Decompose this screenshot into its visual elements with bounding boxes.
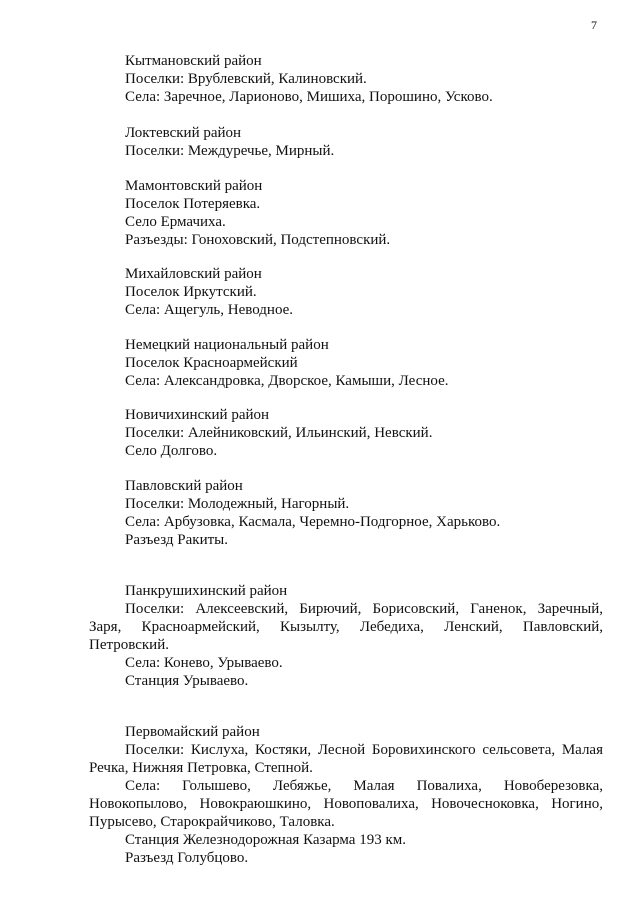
district-paragraph-line: Поселки: Алексеевский, Бирючий, Борисовский, Ганенок, Заречный, [125, 601, 603, 617]
district-title-pankrushikhinsky: Панкрушихинский район [125, 583, 288, 599]
district-line: Разъезд Голубцово. [125, 850, 249, 866]
district-line: Села: Заречное, Ларионово, Мишиха, Порошино, Усково. [125, 89, 493, 105]
district-title-mikhaylovsky: Михайловский район [125, 266, 262, 282]
district-line: Поселки: Междуречье, Мирный. [125, 143, 335, 159]
district-line: Разъезды: Гоноховский, Подстепновский. [125, 232, 391, 248]
district-paragraph-line: Петровский. [89, 637, 169, 653]
district-paragraph-line: Заря, Красноармейский, Кызылту, Лебедиха, Ленский, Павловский, [89, 619, 603, 635]
district-line: Село Ермачиха. [125, 214, 226, 230]
district-title-pavlovsky: Павловский район [125, 478, 243, 494]
district-title-mamontovsky: Мамонтовский район [125, 178, 263, 194]
district-line: Поселки: Алейниковский, Ильинский, Невский. [125, 425, 433, 441]
district-line: Поселок Потеряевка. [125, 196, 261, 212]
district-paragraph-line: Села: Голышево, Лебяжье, Малая Повалиха, Новоберезовка, [125, 778, 603, 794]
district-title-pervomaysky: Первомайский район [125, 724, 260, 740]
district-title-kytmanovsky: Кытмановский район [125, 53, 262, 69]
district-line: Станция Железнодорожная Казарма 193 км. [125, 832, 406, 848]
district-title-loktevsky: Локтевский район [125, 125, 242, 141]
page-number: 7 [591, 18, 597, 32]
district-line: Станция Урываево. [125, 673, 249, 689]
district-line: Поселки: Врублевский, Калиновский. [125, 71, 367, 87]
district-line: Села: Александровка, Дворское, Камыши, Лесное. [125, 373, 449, 389]
district-line: Разъезд Ракиты. [125, 532, 229, 548]
district-paragraph-line: Пурысево, Старокрайчиково, Таловка. [89, 814, 335, 830]
district-paragraph-line: Новокопылово, Новокраюшкино, Новоповалиха, Новочесноковка, Ногино, [89, 796, 603, 812]
district-line: Села: Ащегуль, Неводное. [125, 302, 294, 318]
district-title-novichikhinsky: Новичихинский район [125, 407, 270, 423]
district-line: Поселок Красноармейский [125, 355, 298, 371]
district-paragraph-line: Речка, Нижняя Петровка, Степной. [89, 760, 313, 776]
district-line: Села: Арбузовка, Касмала, Черемно-Подгорное, Харьково. [125, 514, 501, 530]
district-line: Село Долгово. [125, 443, 218, 459]
district-line: Села: Конево, Урываево. [125, 655, 283, 671]
district-paragraph-line: Поселки: Кислуха, Костяки, Лесной Боровихинского сельсовета, Малая [125, 742, 603, 758]
district-title-nemetsky: Немецкий национальный район [125, 337, 329, 353]
district-line: Поселок Иркутский. [125, 284, 257, 300]
district-line: Поселки: Молодежный, Нагорный. [125, 496, 350, 512]
